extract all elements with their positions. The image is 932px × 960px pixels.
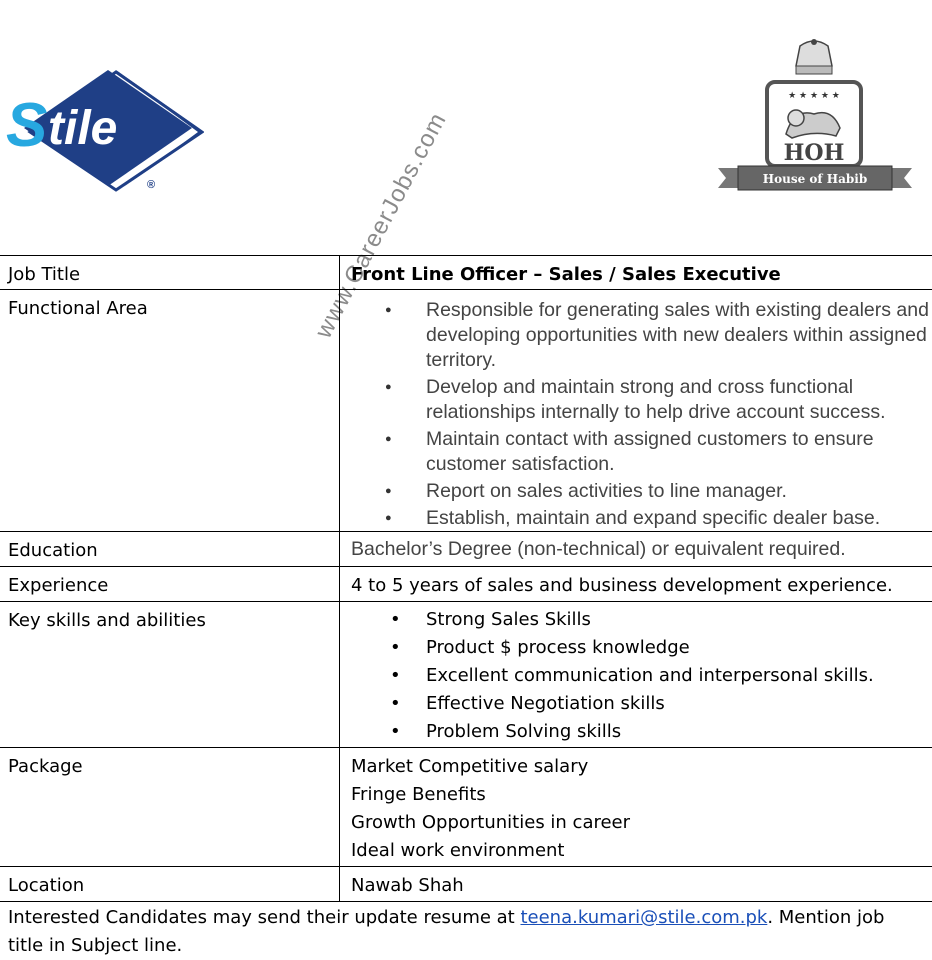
stile-logo — [4, 70, 204, 192]
footer-text-after: . Mention job title in Subject line. — [8, 907, 884, 956]
email-link[interactable]: teena.kumari@stile.com.pk — [520, 907, 767, 928]
label-location: Location — [0, 867, 340, 902]
svg-text:®: ® — [147, 179, 155, 191]
job-details-table — [0, 255, 932, 902]
list-item: ● Report on sales activities to line manager. — [351, 479, 932, 504]
value-experience: 4 to 5 years of sales and business development experience. — [340, 567, 932, 602]
package-list — [340, 748, 932, 867]
row-functional-area — [0, 290, 932, 532]
svg-text:tile: tile — [48, 102, 117, 155]
row-education — [0, 532, 932, 567]
watermark: www.CareerJobs.com — [310, 108, 453, 343]
list-item: ● Develop and maintain strong and cross functional relationships internally to help drive account success. — [351, 375, 932, 425]
svg-text:★ ★ ★ ★ ★: ★ ★ ★ ★ ★ — [788, 91, 840, 101]
application-instructions — [8, 904, 918, 960]
value-location: Nawab Shah — [340, 867, 932, 902]
label-key-skills: Key skills and abilities — [0, 602, 340, 748]
list-item: • Product $ process knowledge — [351, 634, 932, 662]
house-of-habib-logo — [714, 36, 916, 194]
label-job-title: Job Title — [0, 256, 340, 290]
list-item: ● Maintain contact with assigned customers to ensure customer satisfaction. — [351, 427, 932, 477]
label-functional-area: Functional Area — [0, 290, 340, 532]
svg-text:S: S — [6, 91, 47, 160]
list-item: • Strong Sales Skills — [351, 606, 932, 634]
list-item: Growth Opportunities in career — [351, 809, 932, 837]
label-education: Education — [0, 532, 340, 567]
value-job-title: Front Line Officer – Sales / Sales Executive — [340, 256, 932, 290]
list-item: Market Competitive salary — [351, 753, 932, 781]
row-job-title — [0, 256, 932, 290]
value-education: Bachelor’s Degree (non-technical) or equivalent required. — [340, 532, 932, 567]
label-experience: Experience — [0, 567, 340, 602]
svg-text:House of Habib: House of Habib — [763, 172, 867, 186]
row-experience — [0, 567, 932, 602]
svg-text:HOH: HOH — [784, 140, 845, 166]
list-item: • Excellent communication and interpersonal skills. — [351, 662, 932, 690]
row-package — [0, 748, 932, 867]
list-item: ● Responsible for generating sales with existing dealers and developing opportunities with new dealers within assigned territory. — [351, 298, 932, 373]
footer-text-before: Interested Candidates may send their update resume at — [8, 907, 520, 928]
label-package: Package — [0, 748, 340, 867]
key-skills-list — [351, 606, 932, 746]
list-item: Fringe Benefits — [351, 781, 932, 809]
functional-area-list — [351, 298, 932, 531]
list-item: • Effective Negotiation skills — [351, 690, 932, 718]
list-item: ● Establish, maintain and expand specific dealer base. — [351, 506, 932, 531]
row-location — [0, 867, 932, 902]
list-item: Ideal work environment — [351, 837, 932, 865]
row-key-skills — [0, 602, 932, 748]
list-item: • Problem Solving skills — [351, 718, 932, 746]
